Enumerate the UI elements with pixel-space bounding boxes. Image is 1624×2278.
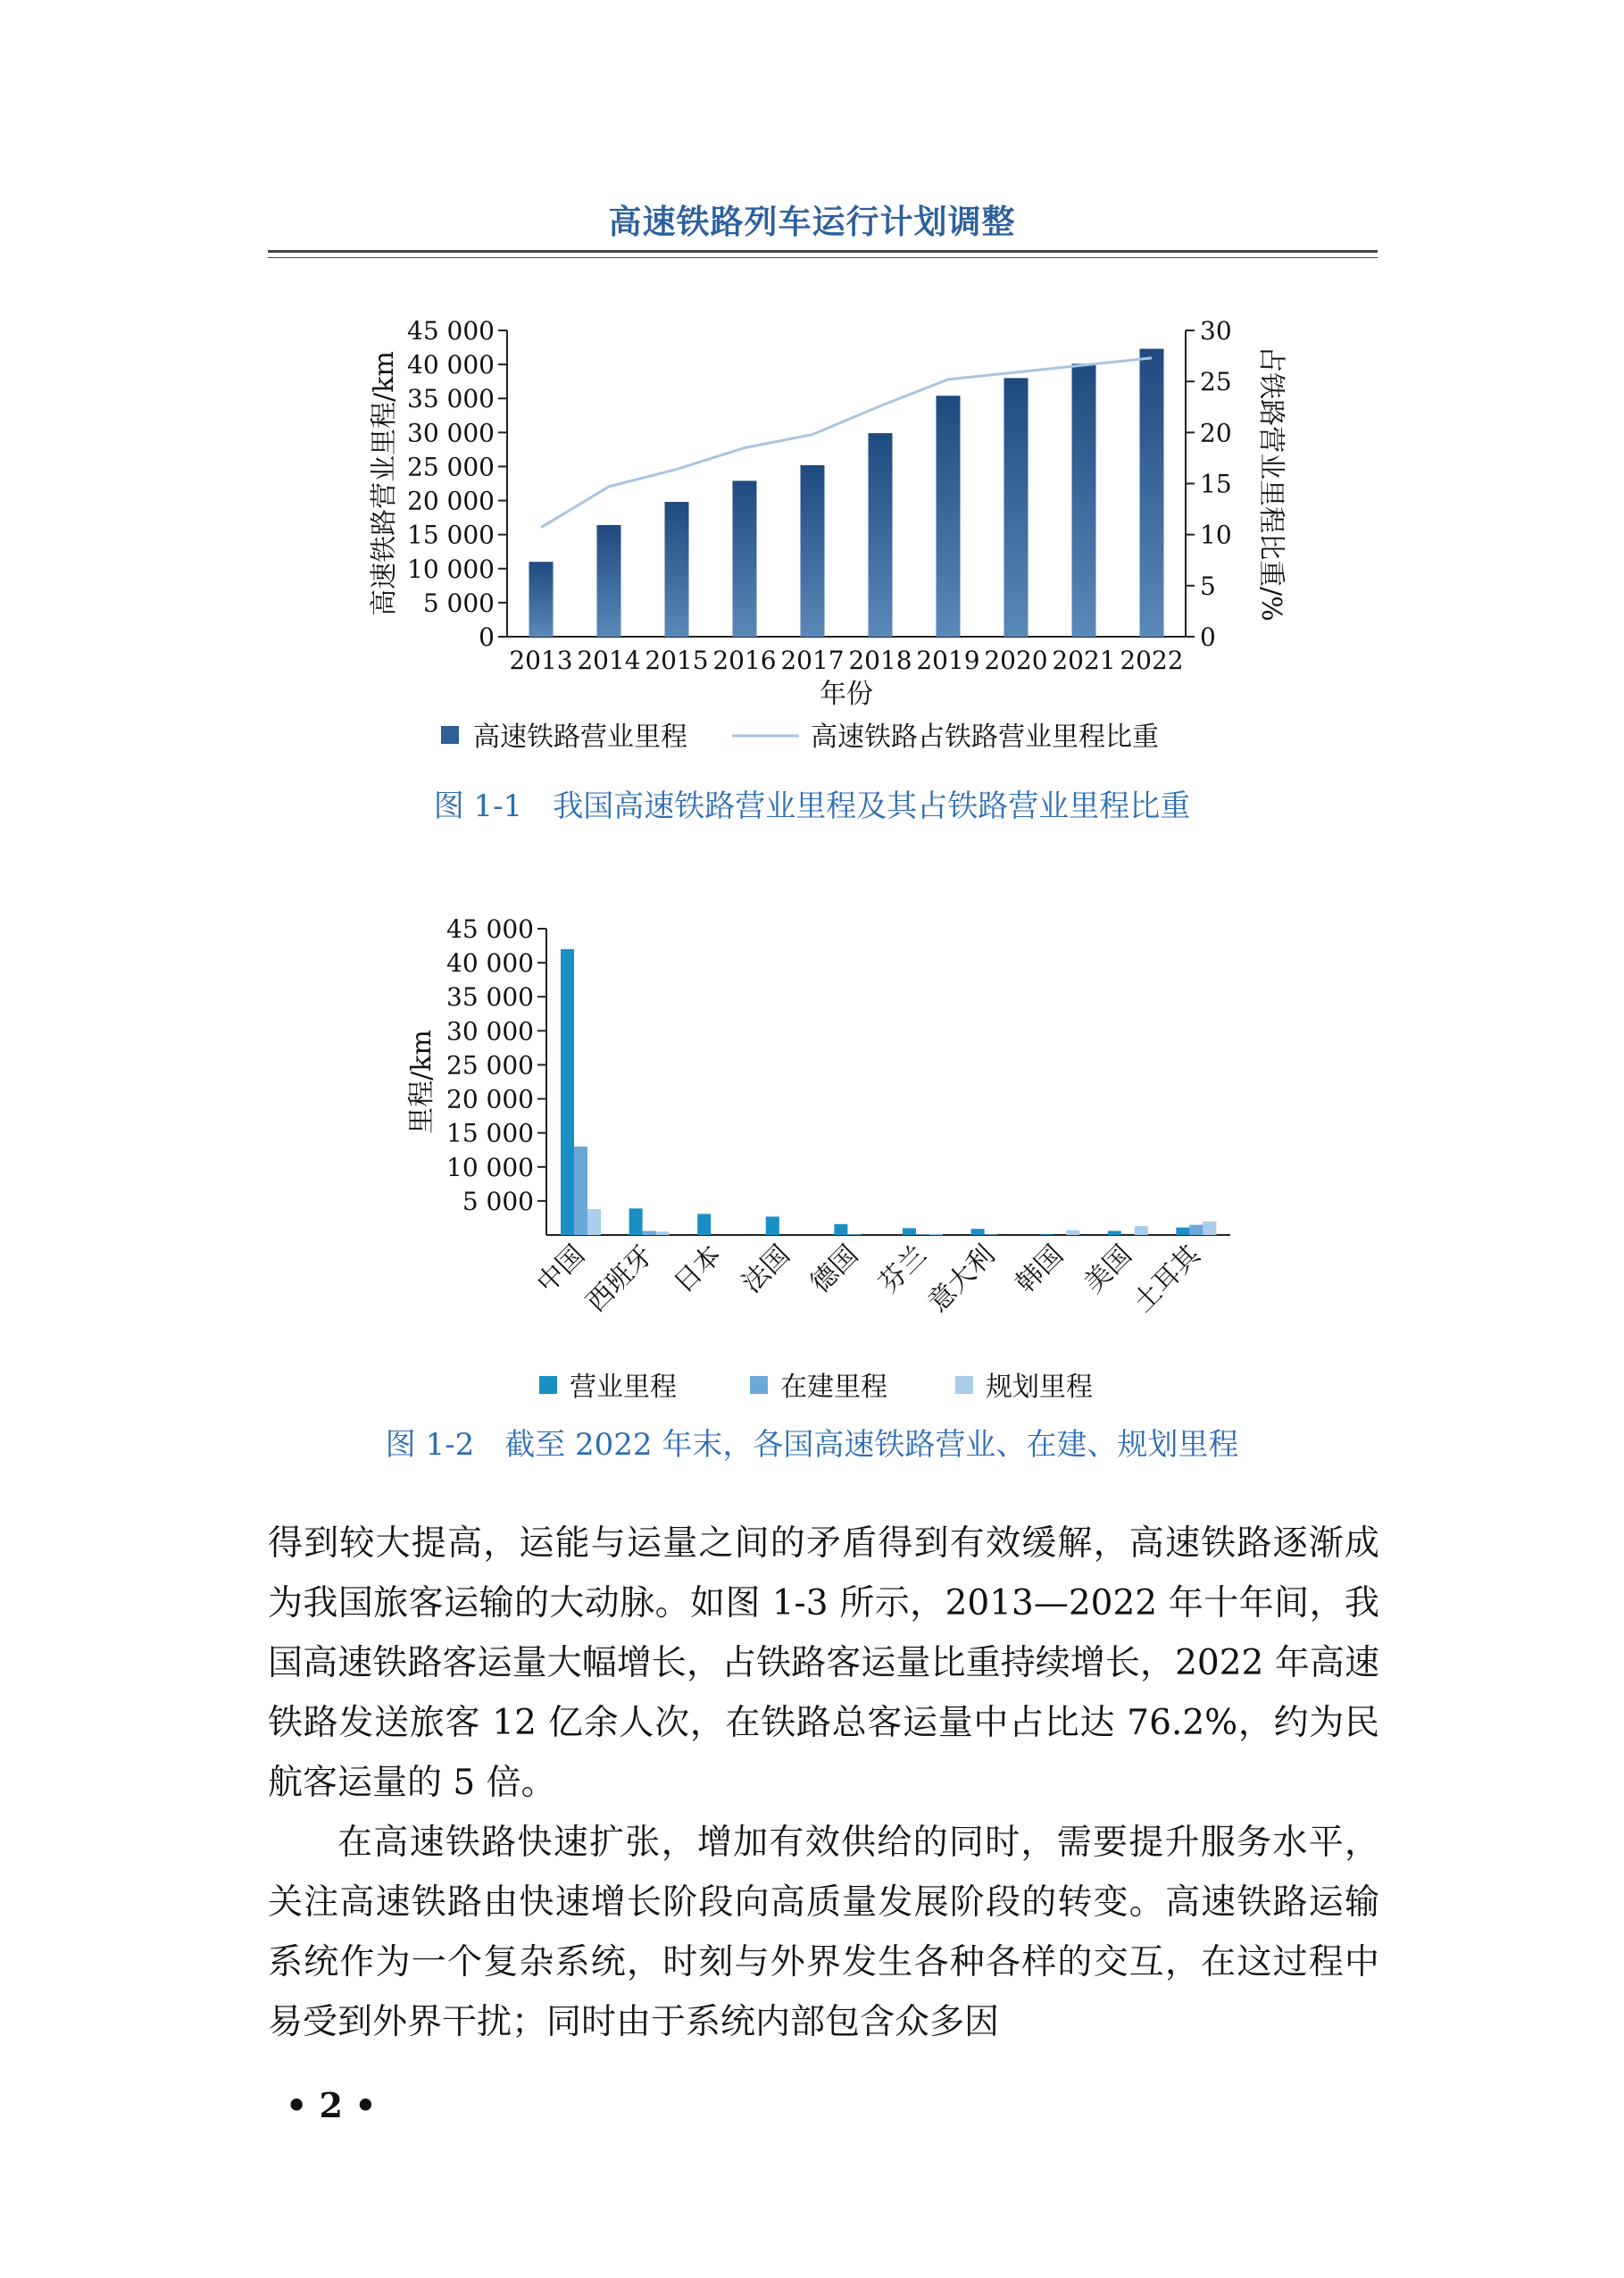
x-tick-label: 2019 (916, 646, 980, 675)
bar-西班牙-规划里程 (656, 1231, 670, 1235)
legend-label-line: 高速铁路占铁路营业里程比重 (811, 722, 1159, 753)
paragraph-1: 得到较大提高，运能与运量之间的矛盾得到有效缓解，高速铁路逐渐成为我国旅客运输的大动脉。如图 1-3 所示，2013—2022 年十年间，我国高速铁路客运量大幅增长，占铁路客运量比重持续增长，2022 年高速铁路发送旅客 12 亿余人次，在铁路总客运量中占比达 76.2%，约为民航客运量的 5 倍。 (268, 1523, 1379, 1803)
y2-tick-label: 15 (1200, 469, 1232, 499)
y-tick-label: 20 000 (446, 1084, 534, 1114)
y-tick-label: 40 000 (446, 948, 534, 979)
bar-2017 (801, 465, 825, 637)
bar-日本-营业里程 (697, 1214, 711, 1235)
legend-swatch (750, 1376, 768, 1394)
x-tick-label: 意大利 (922, 1239, 1002, 1319)
bar-西班牙-在建里程 (643, 1231, 656, 1235)
bar-中国-在建里程 (574, 1147, 587, 1235)
bar-中国-营业里程 (561, 949, 574, 1235)
legend-label: 在建里程 (780, 1372, 887, 1403)
bar-2021 (1072, 363, 1096, 637)
bar-2019 (937, 396, 961, 637)
x-tick-label: 2022 (1120, 646, 1184, 675)
y-tick-label: 15 000 (407, 520, 495, 550)
bar-芬兰-规划里程 (929, 1233, 943, 1235)
bar-2020 (1004, 378, 1029, 637)
legend-swatch-bar (441, 726, 459, 744)
y-axis-label: 里程/km (406, 1030, 437, 1134)
x-tick-label: 2013 (509, 646, 573, 675)
x-tick-label: 美国 (1078, 1239, 1138, 1300)
bar-2015 (665, 502, 689, 637)
bar-土耳其-营业里程 (1176, 1228, 1189, 1235)
y2-tick-label: 10 (1200, 520, 1232, 550)
legend-swatch (539, 1376, 557, 1394)
x-tick-label: 2016 (712, 646, 777, 675)
x-tick-label: 2021 (1052, 646, 1116, 675)
bar-2022 (1140, 349, 1164, 637)
bar-法国-营业里程 (766, 1216, 779, 1235)
y2-tick-label: 20 (1200, 418, 1232, 448)
bar-美国-规划里程 (1135, 1226, 1148, 1235)
x-tick-label: 2018 (848, 646, 912, 675)
figure-1-2-caption: 图 1-2 截至 2022 年末，各国高速铁路营业、在建、规划里程 (385, 1427, 1239, 1463)
x-tick-label: 法国 (736, 1239, 796, 1300)
x-tick-label: 日本 (667, 1239, 729, 1300)
legend-swatch (955, 1376, 973, 1394)
y-tick-label: 5 000 (422, 588, 495, 618)
bar-韩国-规划里程 (1066, 1231, 1079, 1235)
y2-tick-label: 5 (1200, 571, 1216, 601)
bar-德国-在建里程 (847, 1234, 861, 1235)
header-rule-thin (268, 257, 1378, 258)
bar-2018 (869, 433, 893, 637)
y-tick-label: 20 000 (407, 486, 495, 516)
x-tick-label: 西班牙 (580, 1239, 660, 1319)
bar-土耳其-在建里程 (1189, 1225, 1203, 1235)
x-tick-label: 韩国 (1009, 1239, 1070, 1300)
x-tick-label: 2020 (984, 646, 1048, 675)
x-tick-label: 芬兰 (872, 1239, 933, 1300)
x-tick-label: 中国 (530, 1239, 591, 1300)
bar-中国-规划里程 (587, 1209, 601, 1235)
y-tick-label: 30 000 (446, 1016, 534, 1047)
y2-tick-label: 0 (1200, 622, 1216, 652)
y-tick-label: 35 000 (446, 982, 534, 1013)
bar-芬兰-在建里程 (916, 1234, 929, 1235)
y-tick-label: 0 (479, 622, 495, 652)
y-tick-label: 35 000 (407, 384, 495, 414)
x-tick-label: 2015 (645, 646, 709, 675)
series-line-share (541, 358, 1152, 528)
figure-1-1-caption: 图 1-1 我国高速铁路营业里程及其占铁路营业里程比重 (433, 789, 1191, 824)
bar-德国-营业里程 (834, 1224, 847, 1235)
y-axis-label: 高速铁路营业里程/km (369, 351, 400, 616)
bar-芬兰-营业里程 (903, 1228, 916, 1235)
x-tick-label: 土耳其 (1127, 1239, 1207, 1319)
bar-2014 (597, 525, 621, 637)
legend-label: 规划里程 (986, 1372, 1093, 1403)
x-tick-label: 德国 (804, 1239, 865, 1300)
y-tick-label: 5 000 (462, 1186, 534, 1216)
bar-土耳其-规划里程 (1203, 1222, 1216, 1235)
bar-美国-营业里程 (1108, 1231, 1121, 1235)
bar-2016 (733, 480, 757, 637)
y2-tick-label: 30 (1200, 316, 1232, 346)
y-tick-label: 30 000 (407, 418, 495, 448)
legend-label: 营业里程 (570, 1372, 677, 1403)
page-number: • 2 • (286, 2085, 377, 2125)
running-header: 高速铁路列车运行计划调整 (608, 203, 1016, 241)
figure-1-1-chart (0, 295, 1624, 777)
paragraph-2: 在高速铁路快速扩张，增加有效供给的同时，需要提升服务水平，关注高速铁路由快速增长阶段向高质量发展阶段的转变。高速铁路运输系统作为一个复杂系统，时刻与外界发生各种各样的交互，在这过程中易受到外界干扰；同时由于系统内部包含众多因 (268, 1823, 1379, 2042)
x-axis-label: 年份 (820, 679, 873, 710)
bar-韩国-营业里程 (1039, 1234, 1053, 1235)
y-tick-label: 10 000 (407, 554, 495, 584)
body-text (268, 1514, 1379, 2052)
header-rule-thick (268, 250, 1378, 253)
x-tick-label: 2017 (780, 646, 845, 675)
y2-tick-label: 25 (1200, 367, 1232, 397)
bar-意大利-在建里程 (985, 1234, 998, 1235)
x-tick-label: 2014 (577, 646, 641, 675)
y-tick-label: 10 000 (446, 1152, 534, 1182)
legend-label-bar: 高速铁路营业里程 (473, 722, 687, 753)
y-tick-label: 40 000 (407, 350, 495, 380)
figure-1-2-chart (0, 902, 1624, 1411)
bar-西班牙-营业里程 (629, 1208, 643, 1235)
y2-axis-label: 占铁路营业里程比重/% (1255, 346, 1287, 622)
y-tick-label: 45 000 (407, 316, 495, 346)
y-tick-label: 45 000 (446, 914, 534, 944)
bar-意大利-营业里程 (971, 1229, 985, 1235)
y-tick-label: 25 000 (446, 1050, 534, 1081)
bar-2013 (529, 562, 554, 637)
y-tick-label: 15 000 (446, 1118, 534, 1148)
y-tick-label: 25 000 (407, 452, 495, 482)
